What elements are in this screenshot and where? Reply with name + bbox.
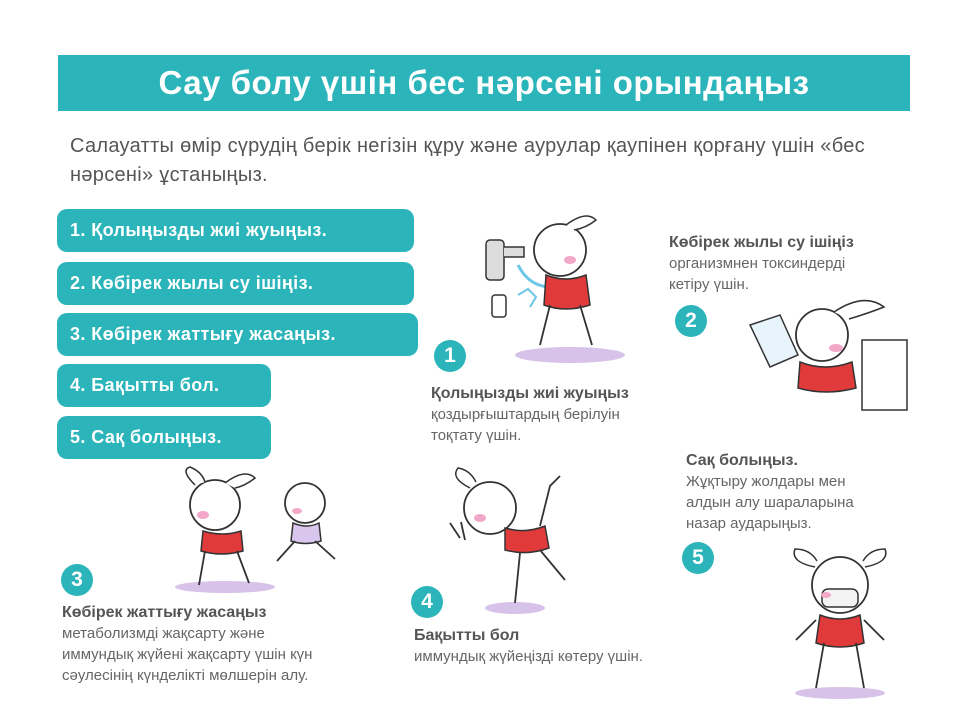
item-2-block — [669, 232, 929, 295]
step-number-4: 4 — [411, 586, 443, 618]
item-3-title: Көбірек жаттығу жасаңыз — [62, 604, 267, 621]
drinking-water-illustration — [742, 290, 917, 415]
item-4-desc-line-1: иммундық жүйеңізді көтеру үшін. — [414, 648, 643, 665]
title-banner — [58, 55, 910, 111]
list-item-4: 4. Бақытты бол. — [57, 364, 271, 407]
item-4-title: Бақытты бол — [414, 627, 520, 644]
item-1-desc-line-1: қоздырғыштардың берілуін — [431, 406, 620, 423]
step-number-1: 1 — [434, 340, 466, 372]
item-5-desc-line-2: алдын алу шараларына — [686, 494, 854, 511]
step-number-5: 5 — [682, 542, 714, 574]
list-item-3: 3. Көбірек жаттығу жасаңыз. — [57, 313, 418, 356]
intro-text: Салауатты өмір сүрудің берік негізін құру және аурулар қаупінен қорғану үшін «бес нәрсені» ұстаныңыз. — [70, 135, 865, 186]
item-2-title: Көбірек жылы су ішіңіз — [669, 234, 854, 251]
item-2-desc-line-2: кетіру үшін. — [669, 276, 749, 293]
list-item-2: 2. Көбірек жылы су ішіңіз. — [57, 262, 414, 305]
exercising-illustration — [155, 465, 360, 595]
item-5-title: Сақ болыңыз. — [686, 452, 798, 469]
step-number-2: 2 — [675, 305, 707, 337]
step-number-3: 3 — [61, 564, 93, 596]
item-5-block — [686, 450, 936, 534]
exercising-kids-icon — [155, 465, 360, 595]
item-4-block — [414, 625, 714, 667]
item-3-desc-line-2: иммундық жүйені жақсарту үшін күн — [62, 646, 313, 663]
item-5-desc-line-3: назар аударыңыз. — [686, 515, 812, 532]
list-item-1: 1. Қолыңызды жиі жуыңыз. — [57, 209, 414, 252]
item-5-desc-line-1: Жұқтыру жолдары мен — [686, 473, 846, 490]
masked-illustration — [770, 545, 910, 700]
item-3-block — [62, 602, 392, 686]
hand-washing-illustration — [478, 205, 638, 365]
happy-kid-icon — [420, 458, 595, 618]
item-1-block — [431, 383, 681, 446]
list-item-5: 5. Сақ болыңыз. — [57, 416, 271, 459]
item-2-desc-line-1: организмнен токсиндерді — [669, 255, 846, 272]
item-1-desc-line-2: тоқтату үшін. — [431, 427, 522, 444]
drinking-water-girl-icon — [742, 290, 917, 415]
happy-illustration — [420, 458, 595, 618]
item-3-desc-line-1: метаболизмді жақсарту және — [62, 625, 265, 642]
page-title: Сау болу үшін бес нәрсені орындаңыз — [158, 64, 810, 101]
item-1-title: Қолыңызды жиі жуыңыз — [431, 385, 629, 402]
masked-girl-icon — [770, 545, 910, 700]
hand-washing-girl-icon — [478, 205, 638, 365]
item-3-desc-line-3: сәулесінің күнделікті мөлшерін алу. — [62, 667, 309, 684]
